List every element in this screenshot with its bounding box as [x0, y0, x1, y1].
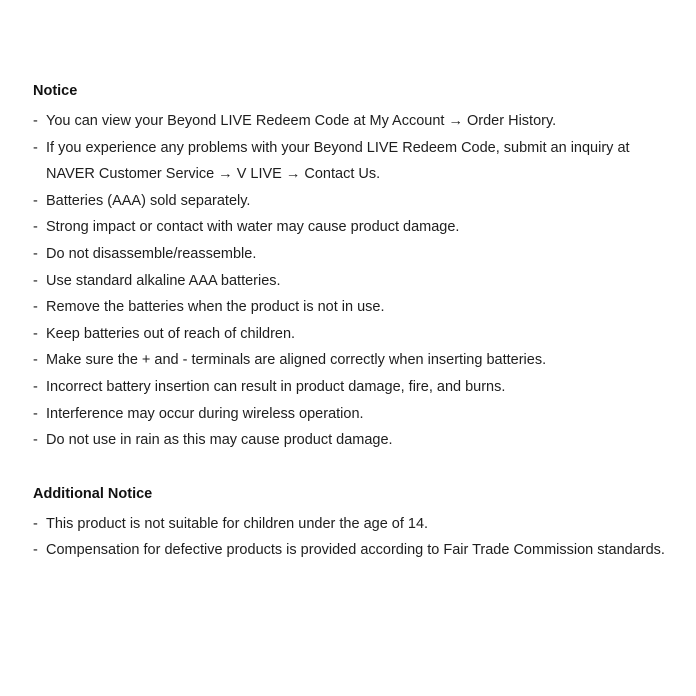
notice-item-incorrect-insertion [33, 374, 665, 401]
notice-item-text: Do not use in rain as this may cause product damage. [46, 432, 393, 449]
notice-item-text: Remove the batteries when the product is not in use. [46, 299, 385, 316]
notice-item-batteries-sold-separately [33, 188, 665, 215]
notice-item-terminal-alignment [33, 347, 665, 374]
notice-list [33, 108, 665, 454]
bullet: - [33, 352, 38, 369]
notice-item-text: Keep batteries out of reach of children. [46, 325, 296, 342]
bullet: - [33, 139, 38, 156]
bullet: - [33, 325, 38, 342]
additional-notice-list [33, 511, 665, 564]
additional-notice-item-compensation [33, 537, 665, 564]
section-divider-space [33, 454, 665, 483]
bullet: - [33, 113, 38, 129]
notice-item-do-not-use-in-rain [33, 427, 665, 454]
notice-item-text: If you experience any problems with your Beyond LIVE Redeem Code, submit an inquiry at NAVER Customer Service → V LIVE → Contact Us. [46, 139, 630, 183]
additional-notice-title: Additional Notice [33, 485, 153, 502]
bullet: - [33, 378, 38, 395]
notice-item-use-alkaline-batteries [33, 268, 665, 295]
bullet: - [33, 299, 38, 316]
notice-item-redeem-code-support [33, 135, 665, 188]
bullet: - [33, 515, 38, 532]
notice-item-do-not-disassemble [33, 241, 665, 268]
notice-document [33, 80, 665, 564]
notice-item-text: Compensation for defective products is provided according to Fair Trade Commission standards. [46, 542, 665, 559]
notice-item-remove-batteries [33, 294, 665, 321]
notice-title: Notice [33, 83, 78, 99]
notice-item-keep-from-children [33, 321, 665, 348]
bullet: - [33, 272, 38, 289]
notice-item-text: Do not disassemble/reassemble. [46, 245, 257, 262]
additional-notice-item-age-restriction [33, 511, 665, 538]
bullet: - [33, 245, 38, 262]
notice-item-text: Interference may occur during wireless operation. [46, 405, 364, 422]
notice-item-text: This product is not suitable for children under the age of 14. [46, 515, 429, 532]
notice-item-text: Incorrect battery insertion can result in product damage, fire, and burns. [46, 378, 506, 395]
notice-item-text: Use standard alkaline AAA batteries. [46, 272, 281, 289]
notice-item-impact-water-damage [33, 214, 665, 241]
notice-item-wireless-interference [33, 401, 665, 428]
bullet: - [33, 192, 38, 209]
bullet: - [33, 432, 38, 449]
notice-item-text: Strong impact or contact with water may cause product damage. [46, 219, 460, 236]
notice-item-text: Make sure the + and - terminals are aligned correctly when inserting batteries. [46, 352, 547, 369]
notice-item-text: You can view your Beyond LIVE Redeem Code at My Account → Order History. [46, 113, 557, 129]
bullet: - [33, 219, 38, 236]
additional-notice-section [33, 483, 665, 564]
bullet: - [33, 542, 38, 559]
bullet: - [33, 405, 38, 422]
notice-section [33, 80, 665, 454]
notice-item-redeem-code-location [33, 108, 665, 135]
notice-item-text: Batteries (AAA) sold separately. [46, 192, 251, 209]
